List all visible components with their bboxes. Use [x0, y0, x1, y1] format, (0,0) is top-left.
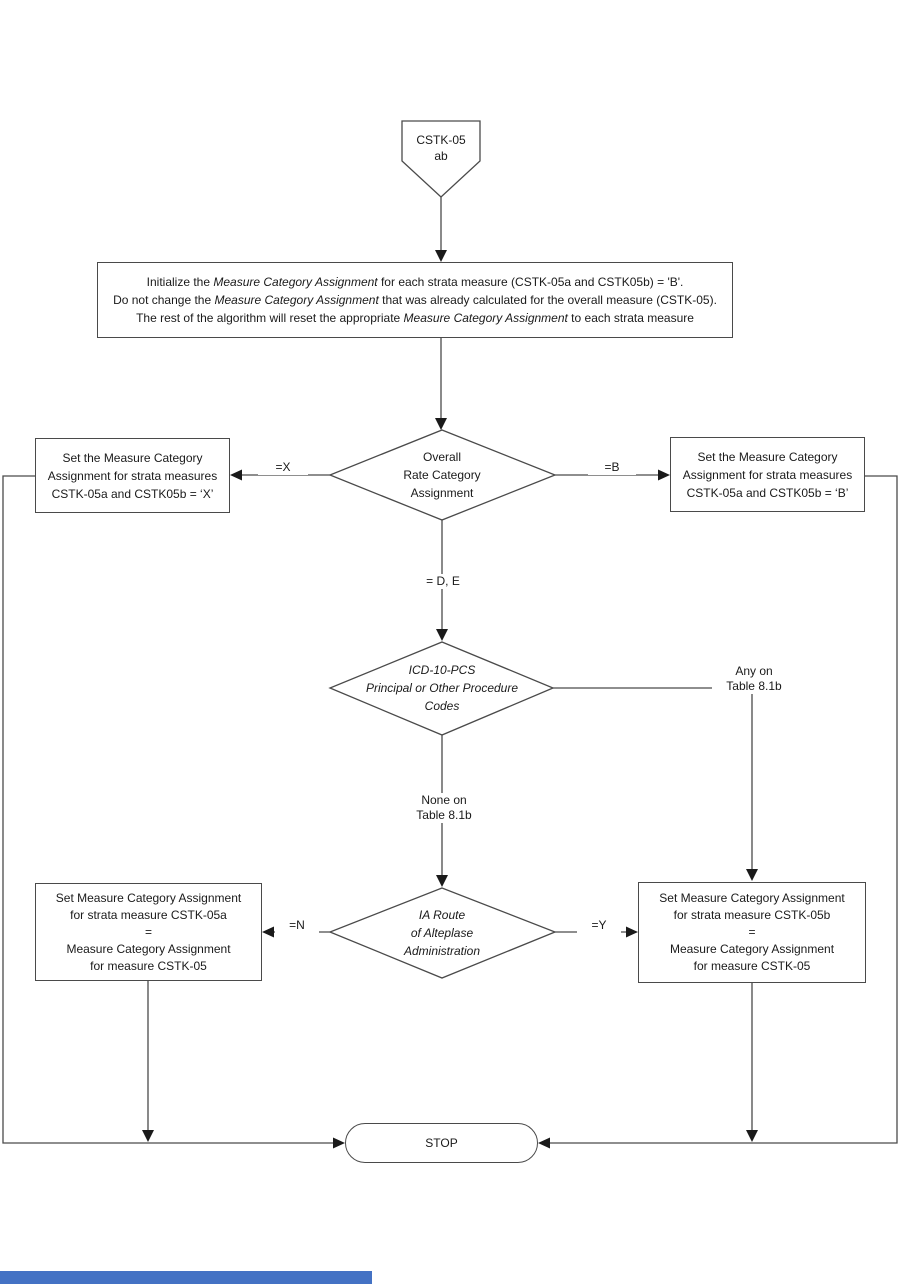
initialize-line2: Do not change the Measure Category Assignment that was already calculated for the overall measure (CSTK-05). — [113, 293, 717, 307]
edge-label-eq-n: =N — [275, 918, 319, 933]
overall-rate-category-decision: Overall Rate Category Assignment — [403, 450, 481, 500]
set-cstk05a-box: Set Measure Category Assignment for strata measure CSTK-05a = Measure Category Assignment for measure CSTK-05 — [35, 883, 262, 981]
initialize-line3: The rest of the algorithm will reset the appropriate Measure Category Assignment to each strata measure — [136, 311, 694, 325]
set-cstk05b-box: Set Measure Category Assignment for strata measure CSTK-05b = Measure Category Assignment for measure CSTK-05 — [638, 882, 866, 983]
stop-terminator — [345, 1123, 538, 1163]
icd-procedure-codes-decision: ICD-10-PCS Principal or Other Procedure Codes — [365, 663, 519, 713]
initialize-box — [97, 262, 733, 338]
initialize-line1: Initialize the Measure Category Assignment for each strata measure (CSTK-05a and CSTK05b) = 'B'. — [146, 275, 684, 289]
edge-label-none-on-table: None on Table 8.1b — [402, 793, 486, 823]
set-strata-b-box: Set the Measure Category Assignment for strata measures CSTK-05a and CSTK05b = ‘B’ — [670, 437, 865, 512]
ia-route-alteplase-decision: IA Route of Alteplase Administration — [403, 908, 481, 958]
start-line2: ab — [434, 149, 448, 163]
bottom-bar — [0, 1271, 372, 1284]
stop-label: STOP — [425, 1136, 458, 1150]
set-strata-x-box: Set the Measure Category Assignment for strata measures CSTK-05a and CSTK05b = ‘X’ — [35, 438, 230, 513]
start-line1: CSTK-05 — [416, 133, 466, 147]
edge-label-eq-y: =Y — [577, 918, 621, 933]
edge-label-eq-x: =X — [258, 460, 308, 475]
edge-label-any-on-table: Any on Table 8.1b — [712, 664, 796, 694]
start-connector — [402, 126, 480, 170]
edge-label-eq-b: =B — [588, 460, 636, 475]
edge-label-eq-de: = D, E — [412, 574, 474, 589]
